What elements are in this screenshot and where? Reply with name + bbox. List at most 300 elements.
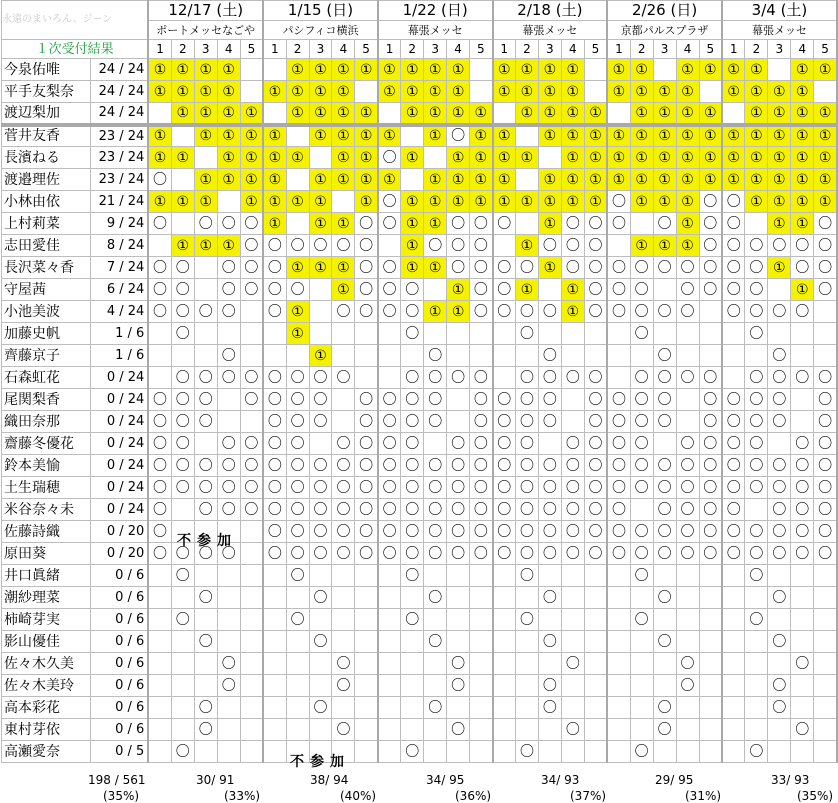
applied-slot: 〇 xyxy=(653,345,676,367)
empty-slot xyxy=(722,323,745,345)
empty-slot xyxy=(768,433,791,455)
won-slot: ① xyxy=(607,147,630,169)
applied-slot: 〇 xyxy=(309,521,332,543)
won-slot: ① xyxy=(355,169,378,191)
applied-slot: 〇 xyxy=(240,257,263,279)
empty-slot xyxy=(401,125,424,147)
empty-slot xyxy=(791,565,814,587)
applied-slot: 〇 xyxy=(768,587,791,609)
applied-slot: 〇 xyxy=(814,389,837,411)
applied-slot: 〇 xyxy=(355,235,378,257)
applied-slot: 〇 xyxy=(699,279,722,301)
empty-slot xyxy=(745,675,768,697)
won-slot: ① xyxy=(171,147,194,169)
empty-slot xyxy=(653,609,676,631)
applied-slot: 〇 xyxy=(791,521,814,543)
empty-slot xyxy=(171,125,194,147)
won-slot: ① xyxy=(722,59,745,81)
member-row xyxy=(2,257,838,279)
empty-slot xyxy=(630,587,653,609)
slot-number: 5 xyxy=(814,40,837,59)
applied-slot: 〇 xyxy=(607,477,630,499)
empty-slot xyxy=(378,719,401,741)
applied-slot: 〇 xyxy=(561,521,584,543)
applied-slot: 〇 xyxy=(401,565,424,587)
slot-number: 4 xyxy=(561,40,584,59)
empty-slot xyxy=(401,697,424,719)
applied-slot: 〇 xyxy=(814,411,837,433)
applied-slot: 〇 xyxy=(814,477,837,499)
empty-slot xyxy=(584,587,607,609)
member-count: 0 / 6 xyxy=(90,631,148,653)
empty-slot xyxy=(263,675,286,697)
won-slot: ① xyxy=(515,279,538,301)
applied-slot: 〇 xyxy=(722,213,745,235)
won-slot: ① xyxy=(194,191,217,213)
won-slot: ① xyxy=(653,103,676,125)
empty-slot xyxy=(607,631,630,653)
won-slot: ① xyxy=(561,81,584,103)
won-slot: ① xyxy=(630,191,653,213)
empty-slot xyxy=(676,697,699,719)
won-slot: ① xyxy=(768,213,791,235)
won-slot: ① xyxy=(401,257,424,279)
applied-slot: 〇 xyxy=(355,301,378,323)
won-slot: ① xyxy=(447,279,470,301)
empty-slot xyxy=(814,301,837,323)
applied-slot: 〇 xyxy=(814,543,837,565)
applied-slot: 〇 xyxy=(355,521,378,543)
empty-slot xyxy=(561,389,584,411)
won-slot: ① xyxy=(676,103,699,125)
won-slot: ① xyxy=(561,191,584,213)
empty-slot xyxy=(217,631,240,653)
applied-slot: 〇 xyxy=(745,279,768,301)
empty-slot xyxy=(194,279,217,301)
applied-slot: 〇 xyxy=(447,521,470,543)
applied-slot: 〇 xyxy=(217,675,240,697)
applied-slot: 〇 xyxy=(171,323,194,345)
member-count: 0 / 20 xyxy=(90,543,148,565)
won-slot: ① xyxy=(630,147,653,169)
empty-slot xyxy=(378,741,401,763)
won-slot: ① xyxy=(699,147,722,169)
member-row xyxy=(2,411,838,433)
applied-slot: 〇 xyxy=(515,411,538,433)
empty-slot xyxy=(630,653,653,675)
event-date: 1/22 (日) xyxy=(378,1,493,21)
applied-slot: 〇 xyxy=(653,257,676,279)
applied-slot: 〇 xyxy=(217,345,240,367)
empty-slot xyxy=(538,147,561,169)
empty-slot xyxy=(561,675,584,697)
empty-slot xyxy=(217,697,240,719)
applied-slot: 〇 xyxy=(676,301,699,323)
won-slot: ① xyxy=(148,147,171,169)
empty-slot xyxy=(515,719,538,741)
absent-label: 不参加 xyxy=(177,533,237,549)
applied-slot: 〇 xyxy=(355,257,378,279)
member-row xyxy=(2,389,838,411)
empty-slot xyxy=(699,609,722,631)
event-date: 12/17 (土) xyxy=(148,1,263,21)
won-slot: ① xyxy=(286,301,309,323)
applied-slot: 〇 xyxy=(653,411,676,433)
applied-slot: 〇 xyxy=(332,301,355,323)
won-slot: ① xyxy=(378,169,401,191)
applied-slot: 〇 xyxy=(515,455,538,477)
empty-slot xyxy=(355,719,378,741)
slot-number: 5 xyxy=(699,40,722,59)
empty-slot xyxy=(240,345,263,367)
empty-slot xyxy=(332,697,355,719)
applied-slot: 〇 xyxy=(424,587,447,609)
applied-slot: 〇 xyxy=(194,389,217,411)
member-name: 今泉佑唯 xyxy=(2,59,91,81)
member-name: 佐々木久美 xyxy=(2,653,91,675)
won-slot: ① xyxy=(171,81,194,103)
empty-slot xyxy=(171,169,194,191)
empty-slot xyxy=(791,609,814,631)
empty-slot xyxy=(470,653,493,675)
applied-slot: 〇 xyxy=(584,301,607,323)
applied-slot: 〇 xyxy=(630,565,653,587)
empty-slot xyxy=(722,609,745,631)
member-row xyxy=(2,125,838,147)
won-slot: ① xyxy=(401,59,424,81)
applied-slot: 〇 xyxy=(584,477,607,499)
applied-slot: 〇 xyxy=(653,719,676,741)
member-row xyxy=(2,697,838,719)
applied-slot: 〇 xyxy=(378,279,401,301)
empty-slot xyxy=(424,147,447,169)
empty-slot xyxy=(240,411,263,433)
applied-slot: 〇 xyxy=(561,653,584,675)
empty-slot xyxy=(745,213,768,235)
won-slot: ① xyxy=(699,59,722,81)
applied-slot: 〇 xyxy=(447,125,470,147)
won-slot: ① xyxy=(561,103,584,125)
empty-slot xyxy=(676,345,699,367)
won-slot: ① xyxy=(493,169,516,191)
applied-slot: 〇 xyxy=(561,477,584,499)
applied-slot: 〇 xyxy=(584,455,607,477)
applied-slot: 〇 xyxy=(148,521,171,543)
empty-slot xyxy=(148,323,171,345)
applied-slot: 〇 xyxy=(699,389,722,411)
won-slot: ① xyxy=(607,81,630,103)
empty-slot xyxy=(699,565,722,587)
empty-slot xyxy=(194,653,217,675)
member-row xyxy=(2,81,838,103)
won-slot: ① xyxy=(607,125,630,147)
won-slot: ① xyxy=(676,213,699,235)
applied-slot: 〇 xyxy=(630,433,653,455)
applied-slot: 〇 xyxy=(355,477,378,499)
applied-slot: 〇 xyxy=(768,631,791,653)
empty-slot xyxy=(699,301,722,323)
applied-slot: 〇 xyxy=(538,477,561,499)
empty-slot xyxy=(745,631,768,653)
won-slot: ① xyxy=(217,103,240,125)
applied-slot: 〇 xyxy=(768,301,791,323)
empty-slot xyxy=(814,587,837,609)
won-slot: ① xyxy=(493,81,516,103)
applied-slot: 〇 xyxy=(217,279,240,301)
empty-slot xyxy=(676,609,699,631)
member-name: 土生瑞穂 xyxy=(2,477,91,499)
applied-slot: 〇 xyxy=(424,697,447,719)
applied-slot: 〇 xyxy=(653,455,676,477)
won-slot: ① xyxy=(493,191,516,213)
empty-slot xyxy=(332,345,355,367)
won-slot: ① xyxy=(332,169,355,191)
applied-slot: 〇 xyxy=(630,389,653,411)
applied-slot: 〇 xyxy=(584,257,607,279)
empty-slot xyxy=(424,719,447,741)
applied-slot: 〇 xyxy=(561,257,584,279)
empty-slot xyxy=(791,411,814,433)
applied-slot: 〇 xyxy=(653,543,676,565)
applied-slot: 〇 xyxy=(470,235,493,257)
applied-slot: 〇 xyxy=(722,477,745,499)
applied-slot: 〇 xyxy=(309,455,332,477)
empty-slot xyxy=(309,301,332,323)
applied-slot: 〇 xyxy=(378,191,401,213)
applied-slot: 〇 xyxy=(607,411,630,433)
won-slot: ① xyxy=(240,103,263,125)
slot-number: 1 xyxy=(148,40,171,59)
applied-slot: 〇 xyxy=(538,587,561,609)
applied-slot: 〇 xyxy=(791,477,814,499)
empty-slot xyxy=(745,587,768,609)
won-slot: ① xyxy=(653,125,676,147)
member-row xyxy=(2,653,838,675)
won-slot: ① xyxy=(355,59,378,81)
applied-slot: 〇 xyxy=(171,367,194,389)
empty-slot xyxy=(607,675,630,697)
empty-slot xyxy=(515,125,538,147)
empty-slot xyxy=(515,653,538,675)
won-slot: ① xyxy=(194,81,217,103)
applied-slot: 〇 xyxy=(630,257,653,279)
applied-slot: 〇 xyxy=(447,653,470,675)
won-slot: ① xyxy=(722,125,745,147)
applied-slot: 〇 xyxy=(309,235,332,257)
won-slot: ① xyxy=(630,59,653,81)
applied-slot: 〇 xyxy=(309,389,332,411)
applied-slot: 〇 xyxy=(745,367,768,389)
applied-slot: 〇 xyxy=(745,411,768,433)
empty-slot xyxy=(493,103,516,125)
member-row xyxy=(2,191,838,213)
applied-slot: 〇 xyxy=(378,389,401,411)
applied-slot: 〇 xyxy=(194,631,217,653)
empty-slot xyxy=(148,719,171,741)
empty-slot xyxy=(240,521,263,543)
applied-slot: 〇 xyxy=(584,235,607,257)
member-row xyxy=(2,147,838,169)
won-slot: ① xyxy=(722,169,745,191)
applied-slot: 〇 xyxy=(424,389,447,411)
applied-slot: 〇 xyxy=(653,587,676,609)
applied-slot: 〇 xyxy=(493,543,516,565)
won-slot: ① xyxy=(309,213,332,235)
empty-slot xyxy=(309,279,332,301)
won-slot: ① xyxy=(814,103,837,125)
applied-slot: 〇 xyxy=(332,719,355,741)
applied-slot: 〇 xyxy=(791,367,814,389)
applied-slot: 〇 xyxy=(470,213,493,235)
won-slot: ① xyxy=(699,169,722,191)
applied-slot: 〇 xyxy=(699,213,722,235)
empty-slot xyxy=(447,565,470,587)
applied-slot: 〇 xyxy=(217,433,240,455)
empty-slot xyxy=(447,345,470,367)
empty-slot xyxy=(171,675,194,697)
applied-slot: 〇 xyxy=(424,235,447,257)
won-slot: ① xyxy=(515,81,538,103)
applied-slot: 〇 xyxy=(676,477,699,499)
empty-slot xyxy=(515,631,538,653)
empty-slot xyxy=(148,741,171,763)
empty-slot xyxy=(584,323,607,345)
won-slot: ① xyxy=(171,103,194,125)
applied-slot: 〇 xyxy=(171,741,194,763)
applied-slot: 〇 xyxy=(378,499,401,521)
applied-slot: 〇 xyxy=(355,499,378,521)
event-total-pct: (31%) xyxy=(685,789,722,803)
applied-slot: 〇 xyxy=(217,543,240,565)
applied-slot: 〇 xyxy=(515,367,538,389)
member-name: 石森虹花 xyxy=(2,367,91,389)
applied-slot: 〇 xyxy=(699,477,722,499)
empty-slot xyxy=(607,609,630,631)
member-row xyxy=(2,543,838,565)
won-slot: ① xyxy=(240,147,263,169)
empty-slot xyxy=(286,345,309,367)
applied-slot: 〇 xyxy=(653,521,676,543)
applied-slot: 〇 xyxy=(653,499,676,521)
member-name: 齊藤京子 xyxy=(2,345,91,367)
empty-slot xyxy=(401,631,424,653)
empty-slot xyxy=(676,565,699,587)
applied-slot: 〇 xyxy=(538,675,561,697)
applied-slot: 〇 xyxy=(814,257,837,279)
won-slot: ① xyxy=(791,169,814,191)
applied-slot: 〇 xyxy=(332,675,355,697)
won-slot: ① xyxy=(791,191,814,213)
empty-slot xyxy=(699,741,722,763)
applied-slot: 〇 xyxy=(630,477,653,499)
won-slot: ① xyxy=(722,147,745,169)
won-slot: ① xyxy=(217,147,240,169)
applied-slot: 〇 xyxy=(401,741,424,763)
applied-slot: 〇 xyxy=(676,367,699,389)
applied-slot: 〇 xyxy=(653,477,676,499)
empty-slot xyxy=(607,587,630,609)
slot-number: 3 xyxy=(768,40,791,59)
applied-slot: 〇 xyxy=(286,521,309,543)
won-slot: ① xyxy=(263,147,286,169)
applied-slot: 〇 xyxy=(607,191,630,213)
applied-slot: 〇 xyxy=(171,279,194,301)
member-name: 尾関梨香 xyxy=(2,389,91,411)
won-slot: ① xyxy=(676,59,699,81)
empty-slot xyxy=(584,565,607,587)
won-slot: ① xyxy=(515,191,538,213)
applied-slot: 〇 xyxy=(240,367,263,389)
applied-slot: 〇 xyxy=(515,389,538,411)
member-name: 守屋茜 xyxy=(2,279,91,301)
empty-slot xyxy=(722,653,745,675)
applied-slot: 〇 xyxy=(745,235,768,257)
empty-slot xyxy=(630,719,653,741)
empty-slot xyxy=(447,389,470,411)
applied-slot: 〇 xyxy=(722,257,745,279)
won-slot: ① xyxy=(470,169,493,191)
applied-slot: 〇 xyxy=(791,433,814,455)
slot-number: 1 xyxy=(722,40,745,59)
applied-slot: 〇 xyxy=(355,455,378,477)
empty-slot xyxy=(630,213,653,235)
slot-number: 4 xyxy=(332,40,355,59)
member-row xyxy=(2,741,838,763)
applied-slot: 〇 xyxy=(814,279,837,301)
empty-slot xyxy=(217,587,240,609)
member-name: 平手友梨奈 xyxy=(2,81,91,103)
won-slot: ① xyxy=(378,81,401,103)
applied-slot: 〇 xyxy=(699,411,722,433)
empty-slot xyxy=(561,411,584,433)
won-slot: ① xyxy=(814,191,837,213)
empty-slot xyxy=(309,719,332,741)
won-slot: ① xyxy=(584,169,607,191)
applied-slot: 〇 xyxy=(378,147,401,169)
applied-slot: 〇 xyxy=(148,169,171,191)
applied-slot: 〇 xyxy=(814,499,837,521)
won-slot: ① xyxy=(286,81,309,103)
empty-slot xyxy=(332,609,355,631)
applied-slot: 〇 xyxy=(722,279,745,301)
applied-slot: 〇 xyxy=(584,521,607,543)
won-slot: ① xyxy=(240,125,263,147)
won-slot: ① xyxy=(194,125,217,147)
won-slot: ① xyxy=(653,147,676,169)
member-count: 0 / 6 xyxy=(90,587,148,609)
won-slot: ① xyxy=(217,59,240,81)
empty-slot xyxy=(194,147,217,169)
member-row xyxy=(2,103,838,125)
empty-slot xyxy=(286,213,309,235)
applied-slot: 〇 xyxy=(561,499,584,521)
applied-slot: 〇 xyxy=(447,257,470,279)
won-slot: ① xyxy=(538,169,561,191)
empty-slot xyxy=(515,345,538,367)
empty-slot xyxy=(607,235,630,257)
applied-slot: 〇 xyxy=(493,521,516,543)
applied-slot: 〇 xyxy=(148,301,171,323)
applied-slot: 〇 xyxy=(148,411,171,433)
empty-slot xyxy=(584,697,607,719)
empty-slot xyxy=(378,653,401,675)
empty-slot xyxy=(791,675,814,697)
applied-slot: 〇 xyxy=(493,411,516,433)
applied-slot: 〇 xyxy=(148,257,171,279)
won-slot: ① xyxy=(515,103,538,125)
applied-slot: 〇 xyxy=(722,543,745,565)
empty-slot xyxy=(699,675,722,697)
